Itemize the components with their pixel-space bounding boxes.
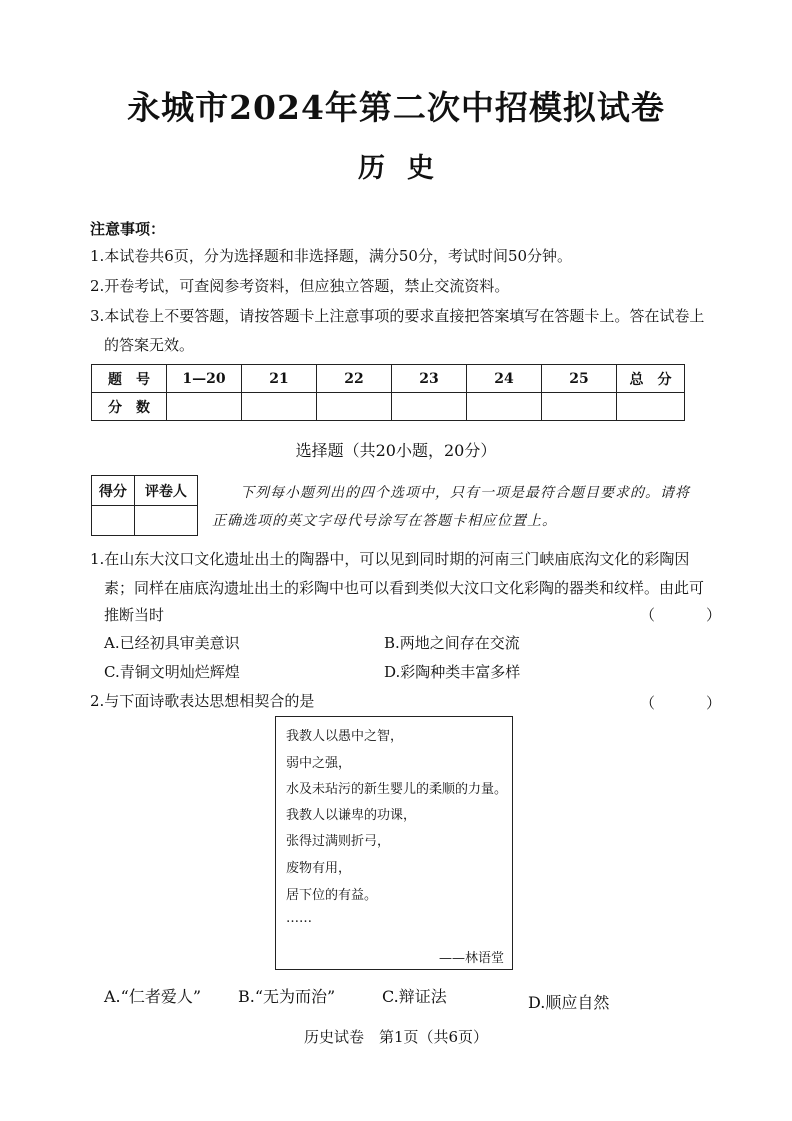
score-cell: [167, 393, 242, 421]
score-header-cell: 22: [317, 365, 392, 393]
question-1-stem: 1.在山东大汶口文化遗址出土的陶器中，可以见到同时期的河南三门峡庙底沟文化的彩陶因: [90, 550, 690, 568]
poem-line: ……: [286, 911, 312, 926]
score-cell: [392, 393, 467, 421]
score-cell: [542, 393, 617, 421]
score-row-label: 分 数: [92, 393, 167, 421]
score-header-cell: 题 号: [92, 365, 167, 393]
poem-line: 我教人以谦卑的功课，: [286, 808, 417, 823]
score-header-cell: 1—20: [167, 365, 242, 393]
question-2-option-b: B.“无为而治”: [238, 987, 336, 1006]
question-1-option-a: A.已经初具审美意识: [104, 634, 240, 652]
poem-line: 弱中之强，: [286, 756, 352, 771]
note-item: 2.开卷考试，可查阅参考资料，但应独立答题，禁止交流资料。: [90, 277, 510, 295]
grader-name-cell: [134, 506, 197, 536]
question-1-option-b: B.两地之间存在交流: [384, 634, 520, 652]
question-2-option-d: D.顺应自然: [528, 993, 610, 1012]
poem-box: [275, 716, 513, 970]
score-cell: [467, 393, 542, 421]
question-1-answer-blank: （ ）: [640, 606, 740, 624]
score-header-cell: 总 分: [617, 365, 685, 393]
poem-line: 水及未玷污的新生婴儿的柔顺的力量。: [286, 782, 508, 797]
score-cell: [317, 393, 392, 421]
poem-line: 居下位的有益。: [286, 888, 378, 903]
grader-score-label: 得分: [92, 476, 135, 506]
grader-name-label: 评卷人: [134, 476, 197, 506]
score-header-cell: 24: [467, 365, 542, 393]
section-title: 选择题（共20小题，20分）: [295, 441, 497, 460]
note-item: 3.本试卷上不要答题，请按答题卡上注意事项的要求直接把答案填写在答题卡上。答在试卷上: [90, 307, 705, 325]
score-header-cell: 21: [242, 365, 317, 393]
notes-heading: 注意事项：: [90, 220, 166, 238]
question-1-stem: 素；同样在庙底沟遗址出土的彩陶中也可以看到类似大汶口文化彩陶的器类和纹样。由此可: [104, 579, 705, 597]
score-header-cell: 25: [542, 365, 617, 393]
score-cell: [242, 393, 317, 421]
question-1-stem: 推断当时: [104, 606, 165, 624]
score-cell: [617, 393, 685, 421]
grader-score-cell: [92, 506, 135, 536]
note-item: 的答案无效。: [104, 336, 195, 354]
poem-line: 废物有用，: [286, 861, 352, 876]
question-1-option-d: D.彩陶种类丰富多样: [384, 663, 521, 681]
exam-title: 永城市2024年第二次中招模拟试卷: [127, 88, 665, 127]
page-footer: 历史试卷 第1页（共6页）: [303, 1028, 489, 1046]
grader-table: [91, 475, 198, 536]
exam-subject: 历史: [358, 153, 456, 184]
poem-author: ——林语堂: [438, 951, 504, 966]
poem-line: 我教人以愚中之智，: [286, 729, 404, 744]
question-2-answer-blank: （ ）: [640, 694, 740, 712]
note-item: 1.本试卷共6页，分为选择题和非选择题，满分50分，考试时间50分钟。: [90, 247, 573, 265]
section-instruction: 下列每小题列出的四个选项中，只有一项是最符合题目要求的。请将: [240, 485, 690, 501]
score-header-cell: 23: [392, 365, 467, 393]
section-instruction: 正确选项的英文字母代号涂写在答题卡相应位置上。: [212, 513, 557, 529]
score-table-header-row: [92, 365, 685, 393]
poem-line: 张得过满则折弓，: [286, 834, 391, 849]
score-table: [91, 364, 685, 421]
question-1-option-c: C.青铜文明灿烂辉煌: [104, 663, 240, 681]
score-table-score-row: [92, 393, 685, 421]
question-2-option-c: C.辩证法: [382, 987, 447, 1006]
question-2-option-a: A.“仁者爱人”: [104, 987, 202, 1006]
question-2-stem: 2.与下面诗歌表达思想相契合的是: [90, 692, 315, 710]
